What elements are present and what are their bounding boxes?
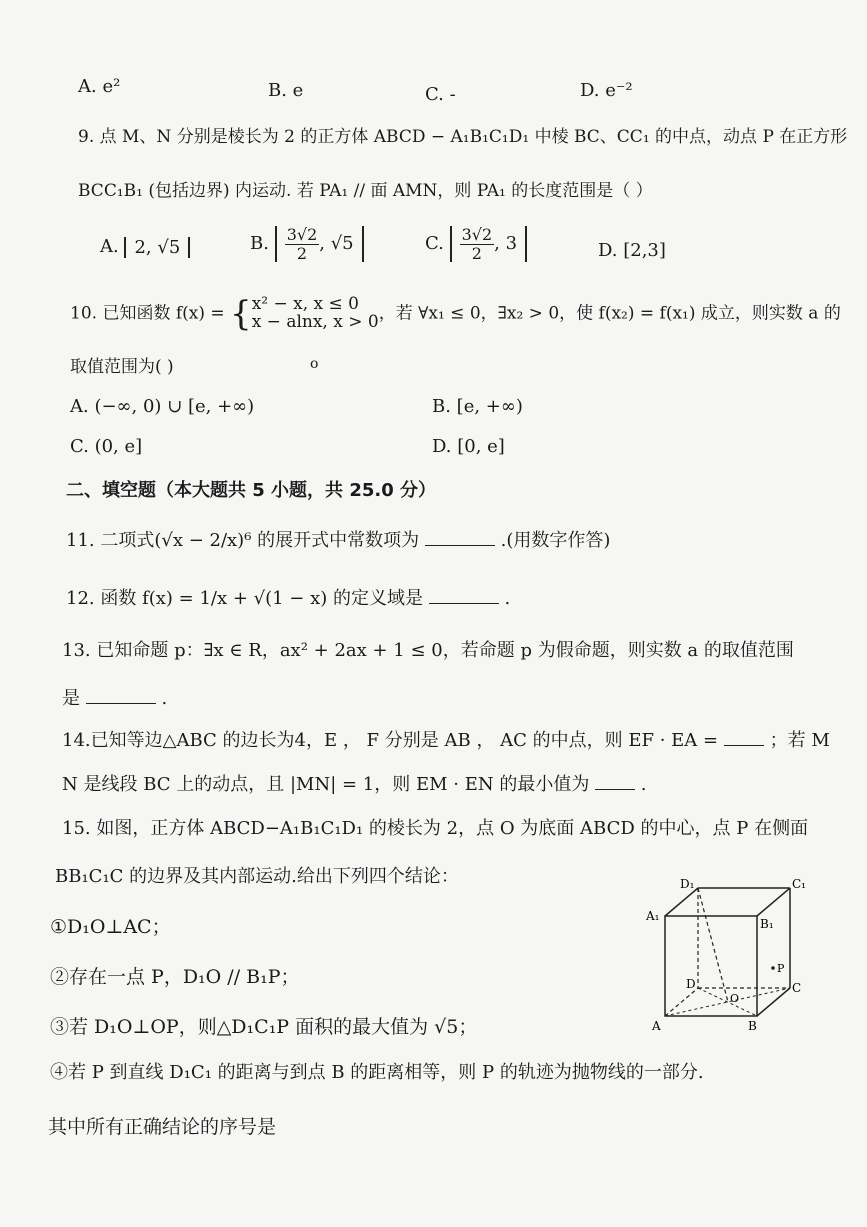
q14-text-1-tail: ；若 M: [769, 730, 830, 751]
q9-option-c: [425, 226, 527, 262]
q11: [66, 526, 610, 552]
q9-option-c-fraction: [460, 226, 495, 262]
q9-option-a-interval: 2, √5: [124, 237, 190, 258]
label-c: C: [792, 981, 802, 995]
cube-figure: [640, 876, 810, 1036]
label-o: O: [730, 992, 740, 1005]
q13-line2: [62, 684, 167, 710]
q10-piecewise: [252, 296, 379, 332]
q10-case-2: x − alnx, x > 0: [251, 312, 379, 332]
q14-text-2-tail: .: [640, 774, 647, 795]
q15-conclusion-3: ③若 D₁O⊥OP，则△D₁C₁P 面积的最大值为 √5；: [50, 1016, 478, 1038]
q9-option-b-interval: [275, 226, 364, 262]
diagonal-db: [698, 988, 757, 1016]
q14-text-2: N 是线段 BC 上的动点，且 |MN| = 1，则 EM · EN 的最小值为: [62, 774, 590, 795]
q14-line1: [62, 726, 830, 752]
q12-answer-blank[interactable]: [429, 589, 499, 604]
q14-text-1: 14.已知等边△ABC 的边长为4，E ， F 分别是 AB ， AC 的中点，则 EF · EA =: [62, 730, 719, 751]
q9-option-d: D. [2,3]: [598, 240, 666, 261]
q15-line1: 15. 如图，正方体 ABCD−A₁B₁C₁D₁ 的棱长为 2，点 O 为底面 ABCD 的中心，点 P 在侧面: [62, 818, 809, 839]
edge-b1c1: [757, 888, 790, 916]
q10-option-d: D. [0, e]: [432, 436, 505, 457]
q12: [66, 584, 510, 610]
q14-answer-blank-1[interactable]: [724, 731, 764, 746]
label-d: D: [686, 977, 696, 991]
q9-option-b: [250, 226, 364, 262]
label-p: P: [777, 962, 785, 975]
q9-option-c-numerator: 3√2: [461, 225, 493, 244]
q9-option-b-label: B.: [250, 233, 269, 255]
section-fill-in-heading: 二、填空题（本大题共 5 小题，共 25.0 分）: [66, 480, 437, 501]
edge-a1d1: [665, 888, 698, 916]
q11-answer-blank[interactable]: [425, 531, 495, 546]
q8-option-c: C. -: [425, 84, 456, 105]
q10-stem-line1: [70, 294, 841, 334]
q9-stem-line1: 9. 点 M、N 分别是棱长为 2 的正方体 ABCD − A₁B₁C₁D₁ 中棱 BC、CC₁ 的中点，动点 P 在正方形: [78, 127, 848, 147]
q9-option-b-fraction: [285, 226, 320, 262]
q14-answer-blank-2[interactable]: [595, 775, 635, 790]
q9-option-b-rest: , √5: [319, 233, 354, 255]
label-c1: C₁: [792, 877, 806, 891]
q15-conclusion-4: ④若 P 到直线 D₁C₁ 的距离与到点 B 的距离相等，则 P 的轨迹为抛物线的一部分.: [50, 1062, 704, 1083]
q15-conclusion-1: ①D₁O⊥AC；: [50, 916, 171, 938]
edge-bc: [757, 988, 790, 1016]
q15-question: 其中所有正确结论的序号是: [48, 1116, 277, 1138]
q11-text: 11. 二项式(√x − 2/x)⁶ 的展开式中常数项为: [66, 530, 420, 551]
label-d1: D₁: [680, 877, 695, 891]
q13-answer-blank[interactable]: [86, 689, 156, 704]
q12-text: 12. 函数 f(x) = 1/x + √(1 − x) 的定义域是: [66, 588, 424, 609]
point-p: [771, 966, 775, 970]
q10-stray-mark: o: [310, 356, 319, 372]
q10-option-b: B. [e, +∞): [432, 396, 523, 417]
q9-option-b-numerator: 3√2: [286, 225, 318, 244]
q9-option-b-denominator: 2: [296, 243, 308, 263]
q10-stem-line2: 取值范围为( ): [70, 357, 174, 377]
q9-option-c-denominator: 2: [471, 243, 482, 263]
label-b1: B₁: [760, 917, 774, 931]
q9-option-c-label: C.: [425, 233, 444, 255]
q8-option-b: B. e: [268, 80, 304, 101]
label-a1: A₁: [646, 909, 660, 923]
q9-option-a: [100, 236, 190, 258]
q10-option-a: A. (−∞, 0) ∪ [e, +∞): [70, 396, 255, 417]
q15-conclusion-2: ②存在一点 P，D₁O // B₁P；: [50, 966, 300, 988]
q9-option-c-rest: , 3: [494, 233, 518, 255]
q15-line2: BB₁C₁C 的边界及其内部运动.给出下列四个结论：: [55, 866, 459, 887]
q12-text-tail: .: [504, 588, 511, 609]
q9-stem-line2: BCC₁B₁ (包括边界) 内运动. 若 PA₁ // 面 AMN，则 PA₁ 的长度范围是（ ）: [78, 181, 653, 201]
q10-option-c: C. (0, e]: [70, 436, 143, 457]
q10-piecewise-brace: {: [230, 294, 252, 334]
label-b: B: [748, 1019, 757, 1033]
label-a: A: [652, 1019, 661, 1033]
front-face: [665, 916, 757, 1016]
q13-text: 是: [62, 688, 80, 709]
q10-condition: ，若 ∀x₁ ≤ 0，∃x₂ > 0，使 f(x₂) = f(x₁) 成立，则实数 a 的: [378, 303, 841, 324]
q8-option-d: D. e⁻²: [580, 80, 633, 101]
q13-line1: 13. 已知命题 p：∃x ∈ R，ax² + 2ax + 1 ≤ 0，若命题 p 为假命题，则实数 a 的取值范围: [62, 640, 794, 661]
edge-ad: [665, 988, 698, 1016]
q10-function-prefix: 10. 已知函数 f(x) =: [70, 303, 225, 324]
q9-option-a-label: A.: [100, 236, 119, 257]
q8-option-a: A. e²: [78, 76, 121, 97]
q11-text-tail: .(用数字作答): [500, 530, 611, 551]
q9-option-c-interval: [450, 226, 527, 262]
segment-d1o: [698, 888, 728, 1002]
q10-case-1: x² − x, x ≤ 0: [251, 294, 359, 315]
q14-line2: [62, 770, 647, 796]
q13-text-tail: .: [161, 688, 168, 709]
